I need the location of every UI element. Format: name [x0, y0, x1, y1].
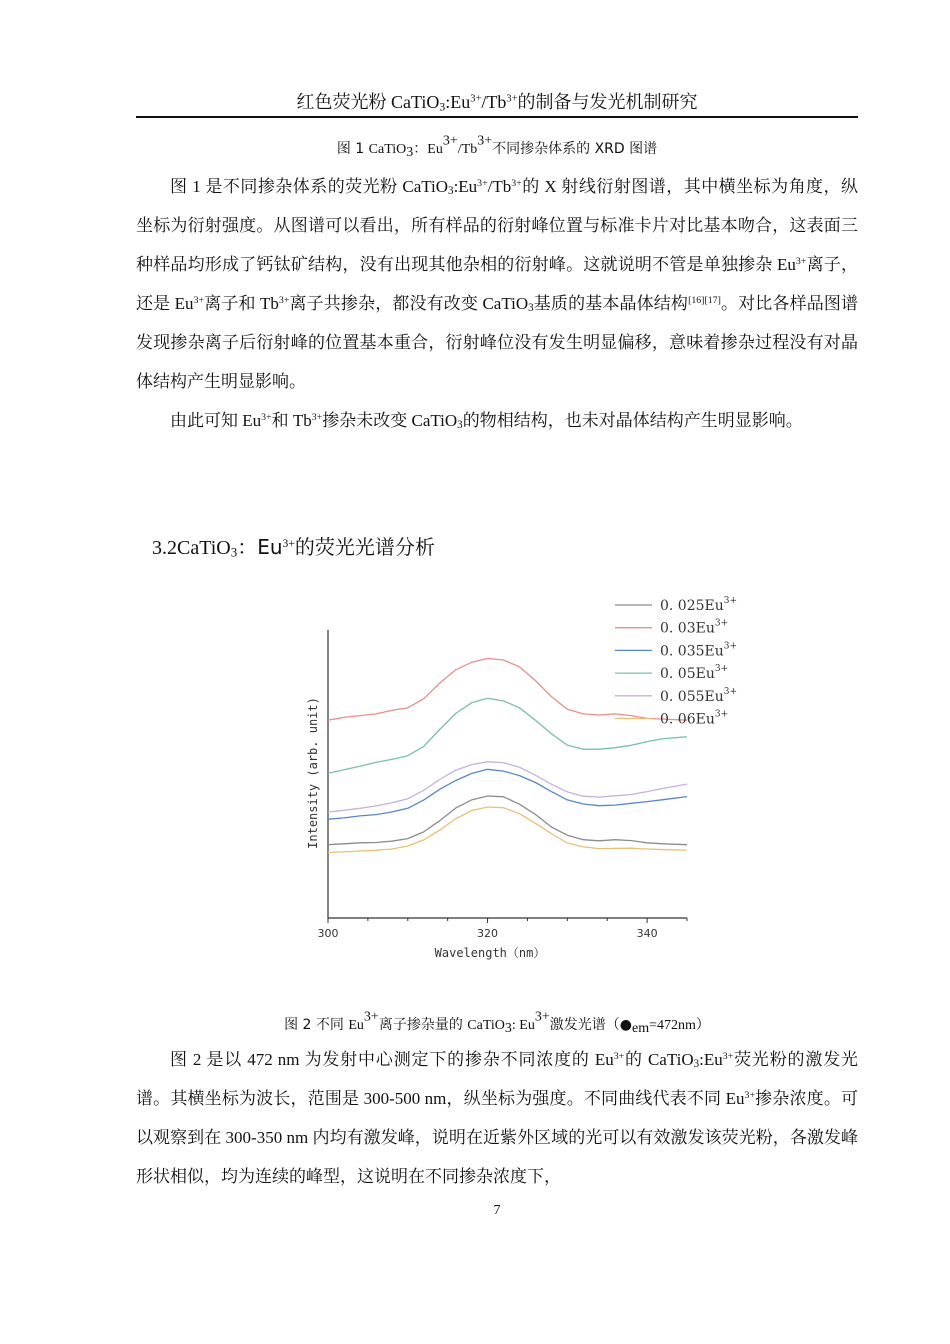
excitation-spectrum-chart [290, 585, 760, 970]
body-text-lower [136, 1040, 858, 1196]
paragraph-2: 由此可知 $Eu^{3+}$和 $Tb^{3+}$掺杂未改变 CaTiO$_3$的物相结构，也未对晶体结构产生明显影响。 [170, 411, 803, 432]
series-line-4 [328, 698, 687, 773]
chart-series [328, 658, 687, 852]
page-number: 7 [493, 1203, 501, 1218]
figure-1-caption: 图 1 CaTiO$_3$：$Eu^{3+}/Tb^{3+}$不同掺杂体系的 XRD 图谱 [336, 133, 658, 160]
series-line-5 [328, 762, 687, 812]
running-header: 红色荧光粉 $CaTiO_3:Eu^{3+}/Tb^{3+}$的制备与发光机制研究 [296, 92, 698, 114]
paragraph-1: 图 1 是不同掺杂体系的荧光粉 $CaTiO_3:Eu^{3+}/Tb^{3+}$的 X 射线衍射图谱，其中横坐标为角度，纵坐标为衍射强度。从图谱可以看出，所有样品的衍射峰位置与标准卡片对比基本吻合，这表面三种样品均形成了钙钛矿结构，没有出现其他杂相的衍射峰。这就说明不管是单独掺杂 $Eu^{3+}$离子，还是 $Eu^{3+}$离子和 $Tb^{3+}$离子共掺杂，都没有改变 CaTiO$_3$基质的基本晶体结构[16][17]。对比各样品图谱发现掺杂离子后衍射峰的位置基本重合，衍射峰位没有发生明显偏移，意味着掺杂过程没有对晶体结构产生明显影响。 [136, 177, 859, 391]
x-tick-label: 340 [636, 927, 658, 940]
section-heading: 3.2CaTiO$_3$：$Eu^{3+}$的荧光光谱分析 [152, 535, 435, 560]
x-axis-label: Wavelength（nm） [434, 946, 546, 960]
figure-2-caption: 图 2 不同 $Eu^{3+}$离子掺杂量的 CaTiO$_3$: $Eu^{3+}$激发光谱$(●_{em}=472nm)$ [284, 1009, 710, 1036]
legend-label: 0. $035Eu^{3+}$ [660, 641, 738, 660]
legend-label: 0. $05Eu^{3+}$ [660, 664, 729, 683]
x-tick-labels [318, 927, 658, 940]
paragraph-3: 图 2 是以 472 nm 为发射中心测定下的掺杂不同浓度的 $Eu^{3+}$的 $CaTiO_3:Eu^{3+}$荧光粉的激发光谱。其横坐标为波长，范围是 300-500 nm，纵坐标为强度。不同曲线代表不同 $Eu^{3+}$掺杂浓度。可以观察到在 300-350 nm 内均有激发峰，说明在近紫外区域的光可以有效激发该荧光粉，各激发峰形状相似，均为连续的峰型，这说明在不同掺杂浓度下， [136, 1050, 859, 1186]
x-tick-label: 320 [477, 927, 499, 940]
series-line-2 [328, 658, 687, 720]
legend-label: 0. $06Eu^{3+}$ [660, 709, 729, 728]
header-rule [136, 116, 858, 118]
x-ticks [328, 918, 687, 923]
body-text-upper [136, 167, 858, 440]
legend-label: 0. $055Eu^{3+}$ [660, 686, 738, 705]
chart-legend [615, 596, 737, 728]
legend-label: 0. $03Eu^{3+}$ [660, 618, 729, 637]
legend-label: 0. $025Eu^{3+}$ [660, 596, 738, 614]
y-axis-label: Intensity (arb. unit) [306, 697, 320, 849]
x-tick-label: 300 [317, 927, 339, 940]
